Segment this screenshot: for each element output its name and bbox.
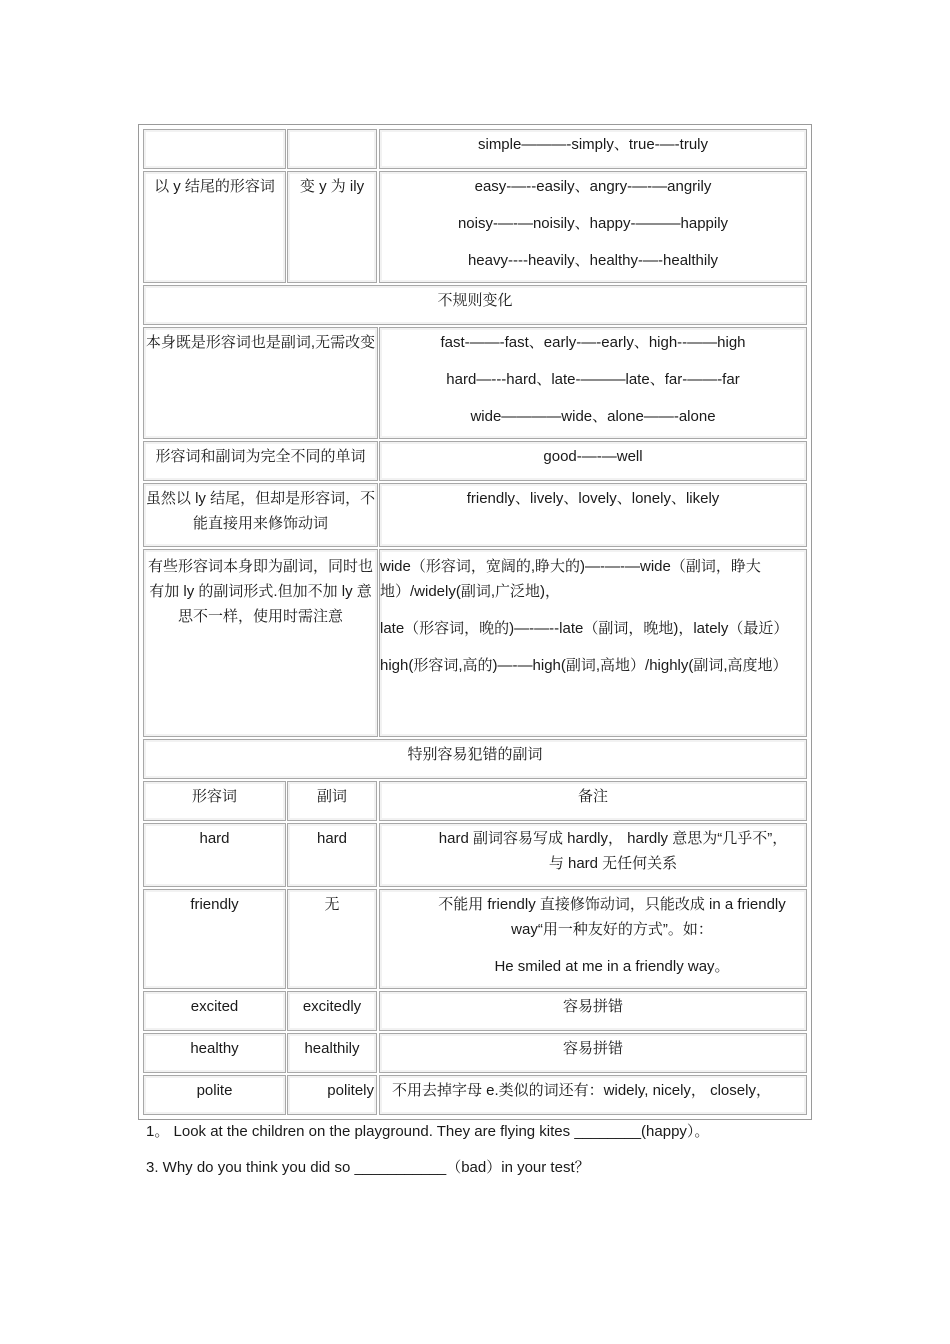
adverb-cell <box>287 1075 377 1115</box>
example-line: noisy-—-—noisily、happy-———happily <box>457 215 729 232</box>
note-text: 不用去掉字母 e.类似的词还有：widely, nicely， closely， <box>392 1082 771 1099</box>
note-cell <box>379 991 807 1031</box>
rule-examples-cell <box>379 549 807 737</box>
category-text: 以 y 结尾的形容词 <box>154 178 275 195</box>
example-line: good-—-—well <box>543 448 643 465</box>
category-text: 本身既是形容词也是副词,无需改变 <box>145 334 376 351</box>
rule-examples-cell <box>379 483 807 547</box>
note-text: 不能用 friendly 直接修饰动词，只能改成 in a friendly way“用一种友好的方式”。如： <box>438 896 786 938</box>
column-header-adverb <box>287 781 377 821</box>
header-text: 形容词 <box>191 788 237 805</box>
example-line: wide（形容词，宽阔的,睁大的)—-—-—wide（副词，睁大地）/widely(副词,广泛地)， <box>380 558 761 600</box>
adverb-cell <box>287 1033 377 1073</box>
adverb-text: healthily <box>304 1040 360 1057</box>
category-text: 形容词和副词为完全不同的单词 <box>155 448 366 465</box>
adverb-text: hard <box>316 830 348 847</box>
rule-category-cell <box>143 327 378 439</box>
section-heading-text: 特别容易犯错的副词 <box>407 746 543 763</box>
category-text: 有些形容词本身即为副词，同时也有加 ly 的副词形式.但加不加 ly 意思不一样，使用时需注意 <box>147 558 373 625</box>
note-text: 容易拼错 <box>562 1040 623 1057</box>
example-line: easy-—--easily、angry-—-—angrily <box>474 178 712 195</box>
rule-category-cell <box>143 171 286 283</box>
note-text: 容易拼错 <box>562 998 623 1015</box>
adjective-cell <box>143 1075 286 1115</box>
adjective-text: excited <box>190 998 239 1015</box>
note-cell <box>379 1075 807 1115</box>
rule-category-cell <box>143 483 378 547</box>
example-line: heavy----heavily、healthy-—-healthily <box>467 252 719 269</box>
adverb-cell <box>287 889 377 989</box>
note-cell <box>379 889 807 989</box>
adverb-table <box>138 124 812 1120</box>
rule-examples-cell <box>379 327 807 439</box>
note-cell <box>379 823 807 887</box>
section-heading-text: 不规则变化 <box>437 292 513 309</box>
rule-category-cell <box>143 549 378 737</box>
empty-cell <box>287 129 377 169</box>
adverb-text: politely <box>327 1082 374 1099</box>
example-line: hard—---hard、late-———late、far-——-far <box>446 371 740 388</box>
adverb-cell <box>287 991 377 1031</box>
example-line: late（形容词，晚的)—-—--late（副词，晚地)，lately（最近） <box>380 620 789 637</box>
exercise-question-3: 3. Why do you think you did so ___________（bad）in your test？ <box>146 1159 590 1176</box>
adverb-text: 无 <box>324 896 340 913</box>
adjective-cell <box>143 1033 286 1073</box>
column-header-adjective <box>143 781 286 821</box>
adjective-cell <box>143 889 286 989</box>
example-line: fast-——-fast、early-—-early、high--——high <box>440 334 746 351</box>
rule-category-cell <box>143 441 378 481</box>
rule-examples-cell <box>379 441 807 481</box>
adverb-cell <box>287 823 377 887</box>
adjective-cell <box>143 823 286 887</box>
adjective-text: healthy <box>190 1040 239 1057</box>
section-heading <box>143 285 807 325</box>
example-line: simple———-simply、true-—-truly <box>477 136 709 153</box>
note-cell <box>379 1033 807 1073</box>
example-line: high(形容词,高的)—-—high(副词,高地）/highly(副词,高度地） <box>380 657 788 674</box>
rule-method-cell <box>287 171 377 283</box>
example-line: friendly、lively、lovely、lonely、likely <box>466 490 720 507</box>
section-heading <box>143 739 807 779</box>
example-line: wide————wide、alone——-alone <box>470 408 716 425</box>
note-text: hard 副词容易写成 hardly， hardly 意思为“几乎不”，与 hard 无任何关系 <box>438 830 788 872</box>
column-header-notes <box>379 781 807 821</box>
adjective-text: friendly <box>190 896 239 913</box>
adjective-text: hard <box>199 830 230 847</box>
rule-examples-cell <box>379 171 807 283</box>
rule-examples-cell <box>379 129 807 169</box>
adverb-text: excitedly <box>302 998 362 1015</box>
exercise-question-1: 1。 Look at the children on the playground. They are flying kites ________(happy）。 <box>146 1123 710 1140</box>
empty-cell <box>143 129 286 169</box>
header-text: 副词 <box>316 788 347 805</box>
method-text: 变 y 为 ily <box>299 178 365 195</box>
adjective-cell <box>143 991 286 1031</box>
header-text: 备注 <box>577 788 608 805</box>
adjective-text: polite <box>196 1082 233 1099</box>
category-text: 虽然以 ly 结尾，但却是形容词，不能直接用来修饰动词 <box>145 490 376 532</box>
note-example: He smiled at me in a friendly way。 <box>494 958 730 975</box>
